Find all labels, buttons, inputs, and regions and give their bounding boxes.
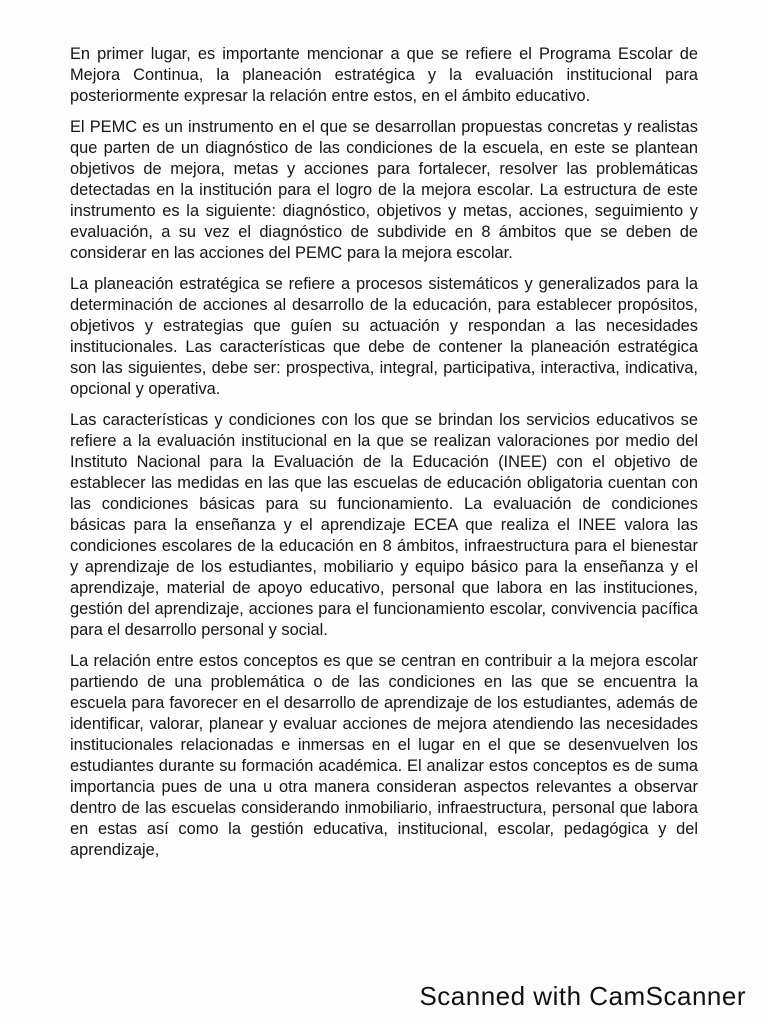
camscanner-watermark: Scanned with CamScanner (419, 981, 746, 1011)
paragraph-3: La planeación estratégica se refiere a procesos sistemáticos y generalizados para la determinación de acciones al desarrollo de la educación, para establecer propósitos, objetivos y estrategias que guíen su actuación y respondan a las necesidades institucionales. Las características que debe de contener la planeación estratégica son las siguientes, debe ser: prospectiva, integral, participativa, interactiva, indicativa, opcional y operativa. (70, 275, 698, 398)
paragraph-4: Las características y condiciones con los que se brindan los servicios educativos se refiere a la evaluación institucional en la que se realizan valoraciones por medio del Instituto Nacional para la Evaluación de la Educación (INEE) con el objetivo de establecer las medidas en las que las escuelas de educación obligatoria cuentan con las condiciones básicas para su funcionamiento. La evaluación de condiciones básicas para la enseñanza y el aprendizaje ECEA que realiza el INEE valora las condiciones escolares de la educación en 8 ámbitos, infraestructura para el bienestar y aprendizaje de los estudiantes, mobiliario y equipo básico para la enseñanza y el aprendizaje, material de apoyo educativo, personal que labora en las instituciones, gestión del aprendizaje, acciones para el funcionamiento escolar, convivencia pacífica para el desarrollo personal y social. (70, 411, 698, 639)
paragraph-1: En primer lugar, es importante mencionar a que se refiere el Programa Escolar de Mejora Continua, la planeación estratégica y la evaluación institucional para posteriormente expresar la relación entre estos, en el ámbito educativo. (70, 45, 698, 105)
document-body (70, 44, 698, 871)
paragraph-2: El PEMC es un instrumento en el que se desarrollan propuestas concretas y realistas que parten de un diagnóstico de las condiciones de la escuela, en este se plantean objetivos de mejora, metas y acciones para fortalecer, resolver las problemáticas detectadas en la institución para el logro de la mejora escolar. La estructura de este instrumento es la siguiente: diagnóstico, objetivos y metas, acciones, seguimiento y evaluación, a su vez el diagnóstico de subdivide en 8 ámbitos que se deben de considerar en las acciones del PEMC para la mejora escolar. (70, 118, 698, 262)
paragraph-5: La relación entre estos conceptos es que se centran en contribuir a la mejora escolar partiendo de una problemática o de las condiciones en las que se encuentra la escuela para favorecer en el desarrollo de aprendizaje de los estudiantes, además de identificar, valorar, planear y evaluar acciones de mejora atendiendo las necesidades institucionales relacionadas e inmersas en el lugar en el que se desenvuelven los estudiantes durante su formación académica. El analizar estos conceptos es de suma importancia pues de una u otra manera consideran aspectos relevantes a observar dentro de las escuelas considerando inmobiliario, infraestructura, personal que labora en estas así como la gestión educativa, institucional, escolar, pedagógica y del aprendizaje, (70, 652, 698, 859)
